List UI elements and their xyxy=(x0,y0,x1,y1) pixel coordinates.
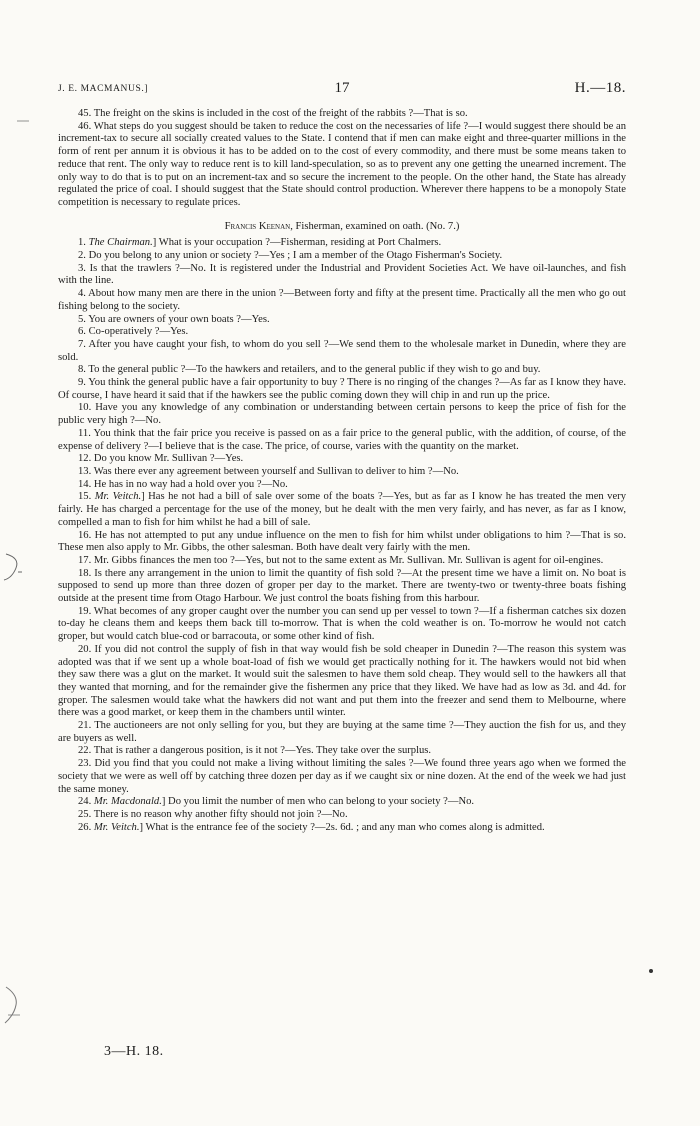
margin-tick-mark xyxy=(16,118,30,124)
paragraph-10: 10. Have you any knowledge of any combination or understanding between certain persons to keep the price of fish for the public very high ?—No. xyxy=(58,402,626,427)
witness-description: , Fisherman, examined on oath. (No. 7.) xyxy=(290,220,460,232)
speaker: Mr. Veitch. xyxy=(93,821,140,833)
paragraph-16: 16. He has not attempted to put any undue influence on the men to fish for him whilst under obligations to him ?—That is so. These men also apply to Mr. Gibbs, the other salesman. Both have dealt very fairly with the men. xyxy=(58,529,626,554)
paragraph-5: 5. You are owners of your own boats ?—Yes. xyxy=(78,313,270,325)
page-body xyxy=(58,108,626,834)
paragraph-9: 9. You think the general public have a fair opportunity to buy ? There is no ringing of the changes ?—As far as I know they have. Of course, I have heard it said that if the hawkers see the public coming down they will chip in and run up the price. xyxy=(58,377,626,401)
header-witness-name: J. E. MACMANUS.] xyxy=(58,84,149,94)
speaker: Mr. Macdonald. xyxy=(93,796,162,808)
paragraph-2: 2. Do you belong to any union or society ?—Yes ; I am a member of the Otago Fisherman's Society. xyxy=(78,250,503,262)
paragraph-1 xyxy=(58,237,626,250)
paragraph-25: 25. There is no reason why another fifty should not join ?—No. xyxy=(78,808,348,820)
paragraph-23: 23. Did you find that you could not make a living without limiting the sales ?—We found three years ago when we formed the society that we were as well off by catching three dozen per day as if we caught six or nine dozen. At the end of the week we had just the same money. xyxy=(58,758,626,795)
signature-mark: 3—H. 18. xyxy=(104,1044,164,1059)
question-number: 24. xyxy=(78,796,94,808)
question-text: ] Do you limit the number of men who can belong to your society ?—No. xyxy=(161,796,475,808)
question-text: ] What is the entrance fee of the society ?—2s. 6d. ; and any man who comes along is admitted. xyxy=(139,821,545,833)
question-text: ] What is your occupation ?—Fisherman, residing at Port Chalmers. xyxy=(152,237,442,249)
paragraph-7: 7. After you have caught your fish, to whom do you sell ?—We send them to the wholesale market in Dunedin, where they are sold. xyxy=(58,338,626,363)
paragraph-17: 17. Mr. Gibbs finances the men too ?—Yes, but not to the same extent as Mr. Sullivan. Mr. Sullivan is agent for oil-engines. xyxy=(78,554,604,566)
paragraph-6: 6. Co-operatively ?—Yes. xyxy=(78,326,189,338)
question-number: 15. xyxy=(78,491,95,503)
paragraph-20: 20. If you did not control the supply of fish in that way would fish be sold cheaper in Dunedin ?—The reason this system was adopted was that if we sent up a whole boat-load of fish we would get practically nothing for it. The hawkers would not bid when they saw there was a glut on the market. It would suit the salesmen to have them sold cheap. They would sell to the hawkers all that they wanted that morning, and for the remainder give the fishermen any price that they liked. We have had as low as 3d. and 4d. for groper. The salesmen would take what the hawkers did not want and put them into the freezer and send them to Melbourne, where there was a good market, or keep them in the chambers until winter. xyxy=(58,643,626,719)
paragraph-46: 46. What steps do you suggest should be taken to reduce the cost on the necessaries of life ?—I would suggest there should be an increment-tax to secure all socially created values to the State. I contend that if men can make eight and three-quarter millions in the form of rent per annum it is obvious it has to be added on to the cost of every commodity, and there must be some means taken to reduce that rent. The only way to reduce rent is to kill land-speculation, so as to prevent any one getting the unearned increment. The only way to do that is to put on an increment-tax and so secure the increment to the people. On the other hand, the State has already regulated the price of coal. I should suggest that the State should control production. Wherever there happens to be a monopoly State competition is necessary to regulate prices. xyxy=(58,120,626,208)
paper-reference: H.—18. xyxy=(574,80,626,96)
paragraph-45: 45. The freight on the skins is included in the cost of the freight of the rabbits ?—That is so. xyxy=(78,108,468,119)
page-number: 17 xyxy=(334,80,350,96)
paragraph-22: 22. That is rather a dangerous position, is it not ?—Yes. They take over the surplus. xyxy=(78,745,432,757)
paragraph-14: 14. He has in no way had a hold over you ?—No. xyxy=(78,478,288,490)
page-header xyxy=(58,80,626,100)
paragraph-26 xyxy=(58,822,626,835)
paragraph-21: 21. The auctioneers are not only selling for you, but they are buying at the same time ?—They auction the fish for us, and they are buyers as well. xyxy=(58,720,626,744)
question-text: ] Has he not had a bill of sale over some of the boats ?—Yes, but as far as I know he has treated the men very fairly. He has charged a percentage for the use of the money, but he dealt with the men very fairly, and has never, as far as I know, compelled a man to fish for him whilst he had a bill of sale. xyxy=(58,491,627,528)
paragraph-15 xyxy=(58,491,626,529)
binding-hole-mark xyxy=(2,552,24,582)
witness-name: Francis Keenan xyxy=(224,220,291,232)
question-number: 1. xyxy=(78,237,89,249)
paragraph-13: 13. Was there ever any agreement between yourself and Sullivan to deliver to him ?—No. xyxy=(78,465,459,477)
stray-dot-mark xyxy=(648,968,654,974)
paragraph-4: 4. About how many men are there in the union ?—Between forty and fifty at the present time. Practically all the men who go out fishing belong to the society. xyxy=(58,288,626,312)
binding-hole-mark xyxy=(2,985,24,1025)
paragraph-8: 8. To the general public ?—To the hawkers and retailers, and to the general public if they wish to go and buy. xyxy=(78,364,541,376)
question-number: 26. xyxy=(78,821,94,833)
witness-heading xyxy=(58,221,626,234)
paragraph-24 xyxy=(58,796,626,809)
paragraph-19: 19. What becomes of any groper caught over the number you can send up per vessel to town ?—If a fisherman catches six dozen to-day he cleans them and keeps them back till to-morrow. That is when the cold weather is on. To-morrow he would not catch groper, but would catch blue-cod or barracouta, or some other kind of fish. xyxy=(58,605,626,643)
paragraph-3: 3. Is that the trawlers ?—No. It is registered under the Industrial and Provident Societies Act. We have oil-launches, and fish with the line. xyxy=(58,262,626,287)
paragraph-12: 12. Do you know Mr. Sullivan ?—Yes. xyxy=(78,453,244,465)
speaker: Mr. Veitch. xyxy=(94,491,142,503)
paragraph-18: 18. Is there any arrangement in the union to limit the quantity of fish sold ?—At the present time we have a limit on. No boat is supposed to send up more than three dozen of groper per day to the market. There are twenty-two or twenty-three boats fishing outside at the present time from Otago Harbour. We just control the boats fishing from this harbour. xyxy=(58,567,626,605)
paragraph-11: 11. You think that the fair price you receive is passed on as a fair price to the general public, with the addition, of course, of the expense of delivery ?—I believe that is the case. The price, of course, varies with the quantity on the market. xyxy=(58,427,626,452)
speaker: The Chairman. xyxy=(88,237,153,249)
